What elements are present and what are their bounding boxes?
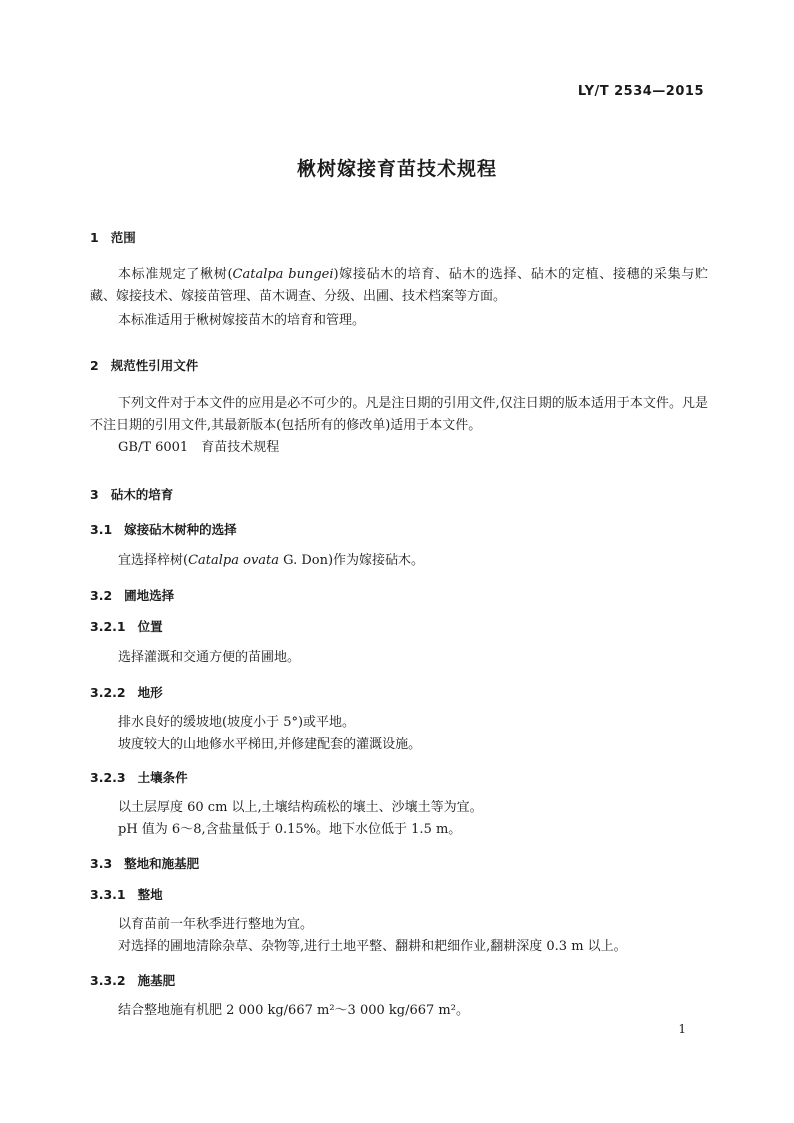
section-3-2-2-heading [90, 683, 163, 701]
section-title: 整地和施基肥 [124, 856, 200, 871]
section-title: 圃地选择 [124, 588, 175, 603]
section-2-paragraph-1: 下列文件对于本文件的应用是必不可少的。凡是注日期的引用文件,仅注日期的版本适用于本文件。凡是不注日期的引用文件,其最新版本(包括所有的修改单)适用于本文件。 [90, 396, 708, 433]
section-title: 土壤条件 [137, 770, 188, 785]
section-3-2-heading [90, 586, 174, 604]
section-number: 3.2.2 [90, 685, 126, 700]
section-3-3-1-line-1: 以育苗前一年秋季进行整地为宜。 [118, 917, 314, 932]
section-title: 范围 [110, 230, 136, 245]
section-number: 3.2.1 [90, 619, 126, 634]
section-title: 嫁接砧木树种的选择 [124, 522, 237, 537]
section-3-2-3-line-1: 以土层厚度 60 cm 以上,土壤结构疏松的壤土、沙壤土等为宜。 [118, 800, 483, 815]
section-title: 位置 [137, 619, 163, 634]
section-number: 3.2.3 [90, 770, 126, 785]
section-number: 2 [90, 358, 99, 373]
section-number: 3 [90, 487, 99, 502]
section-1-paragraph-1 [90, 264, 708, 308]
section-3-1-heading [90, 520, 237, 538]
section-3-3-1-heading [90, 885, 163, 903]
text-run: 本标准规定了楸树( [118, 267, 233, 282]
section-number: 3.3.1 [90, 887, 126, 902]
text-run: )嫁接砧木的培育、砧木的选择、砧木的定植、接穗的采集与贮藏、嫁接技术、嫁接苗管理、苗木调查、分级、出圃、技术档案等方面。 [90, 267, 708, 304]
section-number: 3.3.2 [90, 973, 126, 988]
standard-code: LY/T 2534—2015 [577, 84, 704, 99]
section-number: 3.1 [90, 522, 113, 537]
section-3-2-1-heading [90, 617, 163, 635]
normative-reference: GB/T 6001 育苗技术规程 [118, 440, 280, 455]
section-3-2-2-line-2: 坡度较大的山地修水平梯田,并修建配套的灌溉设施。 [118, 737, 422, 752]
section-title: 规范性引用文件 [110, 358, 199, 373]
section-number: 3.3 [90, 856, 113, 871]
section-3-2-3-heading [90, 768, 188, 786]
section-1-heading [90, 228, 136, 246]
section-3-2-3-line-2: pH 值为 6～8,含盐量低于 0.15%。地下水位低于 1.5 m。 [118, 822, 462, 837]
section-title: 施基肥 [137, 973, 176, 988]
section-title: 砧木的培育 [110, 487, 174, 502]
text-run: G. Don)作为嫁接砧木。 [279, 553, 425, 568]
section-3-2-2-line-1: 排水良好的缓坡地(坡度小于 5°)或平地。 [118, 715, 356, 730]
text-run: 宜选择梓树( [118, 553, 189, 568]
section-2-heading [90, 356, 198, 374]
section-3-heading [90, 485, 173, 503]
section-number: 1 [90, 230, 99, 245]
section-title: 整地 [137, 887, 163, 902]
section-3-3-1-line-2: 对选择的圃地清除杂草、杂物等,进行土地平整、翻耕和耙细作业,翻耕深度 0.3 m 以上。 [118, 939, 627, 954]
section-3-3-2-text: 结合整地施有机肥 2 000 kg/667 m²～3 000 kg/667 m²。 [118, 1003, 469, 1018]
latin-name: Catalpa bungei [232, 267, 334, 282]
section-number: 3.2 [90, 588, 113, 603]
section-title: 地形 [137, 685, 163, 700]
document-title: 楸树嫁接育苗技术规程 [296, 158, 497, 180]
section-3-3-heading [90, 854, 199, 872]
section-3-2-1-text: 选择灌溉和交通方便的苗圃地。 [118, 650, 301, 665]
section-1-paragraph-2: 本标准适用于楸树嫁接苗木的培育和管理。 [118, 313, 366, 328]
section-3-3-2-heading [90, 971, 175, 989]
section-3-1-text [118, 550, 424, 572]
page-number: 1 [678, 1022, 686, 1036]
latin-name: Catalpa ovata [188, 553, 280, 568]
